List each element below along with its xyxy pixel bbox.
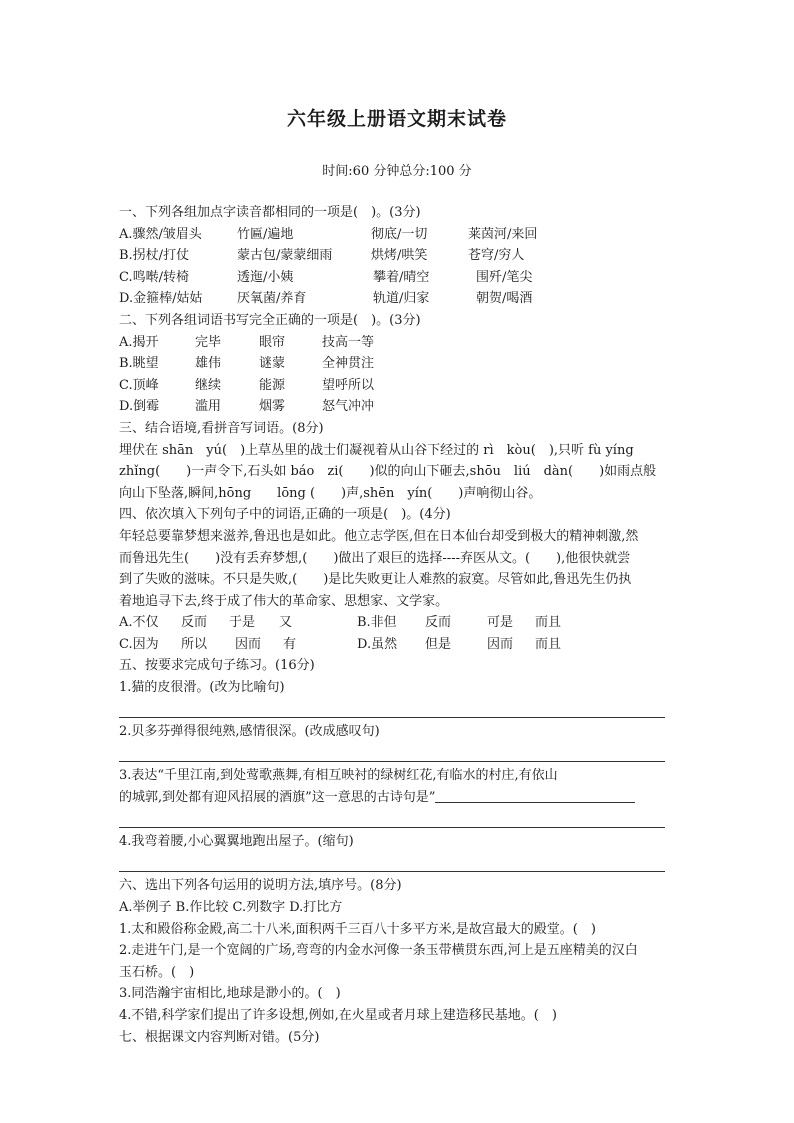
q2-a-4: 技高一等	[322, 334, 375, 350]
page-title: 六年级上册语文期末试卷	[286, 108, 507, 130]
q4-line-3: 到了失败的滋味。不只是失败,( )是比失败更让人难熬的寂寞。尽管如此,鲁迅先生仍执	[119, 572, 632, 588]
q1-option-c	[119, 267, 675, 289]
q5-answer-line-2[interactable]	[119, 743, 665, 762]
q4-d-3: 因而	[487, 636, 514, 652]
q3-line-2: zhǐng( )一声令下,石头如 báo zi( )似的向山下砸去,shōu liú dàn( )如雨点般	[119, 464, 657, 480]
q6-line-3: 玉石桥。( )	[119, 964, 195, 980]
q6-line-4: 3.同浩瀚宇宙相比,地球是渺小的。( )	[119, 986, 341, 1002]
q4-b-3: 可是	[487, 615, 514, 631]
q3-heading: 三、结合语境,看拼音写词语。(8分)	[119, 420, 324, 436]
q5-item-3b-text: 的城郭,到处都有迎风招展的酒旗”这一意思的古诗句是”	[119, 790, 436, 806]
q4-b-1: B.非但	[357, 615, 397, 631]
q2-c-4: 望呼所以	[322, 377, 375, 393]
q5-answer-line-4[interactable]	[119, 853, 665, 872]
q5-item-3b	[119, 787, 675, 809]
q4-line-4: 着地追寻下去,终于成了伟大的革命家、思想家、文学家。	[119, 593, 449, 609]
exam-time-score: 时间:60 分钟总分:100 分	[322, 164, 472, 179]
q1-c-4: 围歼/笔尖	[476, 269, 533, 285]
q5-answer-line-1[interactable]	[119, 699, 665, 718]
q4-d-2: 但是	[425, 636, 452, 652]
q5-answer-blank-3[interactable]	[435, 788, 635, 803]
q4-line-2: 而鲁迅先生( )没有丢弃梦想,( )做出了艰巨的选择----弃医从文。( ),他很快就尝	[119, 550, 631, 566]
q4-b-4: 而且	[535, 615, 562, 631]
q4-heading: 四、依次填入下列句子中的词语,正确的一项是( )。(4分)	[119, 507, 451, 523]
q5-answer-line-3[interactable]	[119, 809, 665, 828]
q6-line-1: 1.太和殿俗称金殿,高二十八米,面积两千三百八十多平方米,是故宫最大的殿堂。( )	[119, 921, 596, 937]
q2-option-d	[119, 396, 675, 418]
q3-line-3: 向山下坠落,瞬间,hōng lōng ( )声,shēn yín( )声响彻山谷。	[119, 485, 542, 501]
q5-item-1: 1.猫的皮很滑。(改为比喻句)	[119, 680, 285, 696]
q4-d-1: D.虽然	[357, 636, 398, 652]
q4-b-2: 反而	[425, 615, 452, 631]
q2-a-3: 眼帘	[259, 334, 286, 350]
q2-option-b	[119, 353, 675, 375]
q1-c-2: 透迤/小姨	[237, 269, 294, 285]
q4-a-3: 于是	[229, 615, 256, 631]
q4-c-3: 因而	[235, 636, 262, 652]
q4-a-4: 又	[279, 615, 293, 631]
q2-a-2: 完毕	[195, 334, 222, 350]
q2-b-4: 全神贯注	[322, 356, 375, 372]
q1-a-2: 竹匾/遍地	[237, 226, 294, 242]
q1-d-1: D.金箍棒/姑姑	[119, 291, 203, 307]
q1-option-a	[119, 224, 675, 246]
q5-item-4: 4.我弯着腰,小心翼翼地跑出屋子。(缩句)	[119, 834, 354, 850]
q4-c-4: 有	[283, 636, 297, 652]
q5-item-3a: 3.表达“千里江南,到处莺歌燕舞,有相互映衬的绿树红花,有临水的村庄,有依山	[119, 768, 558, 784]
q1-d-3: 轨道/归家	[373, 291, 430, 307]
q2-c-1: C.顶峰	[119, 377, 159, 393]
q1-d-2: 厌氧菌/养育	[237, 291, 307, 307]
q4-a-2: 反而	[181, 615, 208, 631]
q4-c-2: 所以	[181, 636, 208, 652]
q1-b-4: 苍穹/穷人	[468, 248, 525, 264]
q5-item-2: 2.贝多芬弹得很纯熟,感情很深。(改成感叹句)	[119, 724, 380, 740]
q1-b-2: 蒙古包/蒙蒙细雨	[237, 248, 333, 264]
q1-a-4: 莱茵河/来回	[468, 226, 538, 242]
q3-line-1: 埋伏在 shān yú( )上草丛里的战士们凝视着从山谷下经过的 rì kòu( ),只听 fù yíng	[119, 442, 634, 458]
q4-a-1: A.不仅	[119, 615, 159, 631]
q1-c-3: 攀着/晴空	[373, 269, 430, 285]
q7-heading: 七、根据课文内容判断对错。(5分)	[119, 1029, 320, 1045]
q6-line-2: 2.走进午门,是一个宽阔的广场,弯弯的内金水河像一条玉带横贯东西,河上是五座精美的汉白	[119, 943, 638, 959]
q2-c-2: 继续	[195, 377, 222, 393]
q2-d-1: D.倒霉	[119, 399, 160, 415]
q2-b-1: B.眺望	[119, 356, 159, 372]
q2-a-1: A.揭开	[119, 334, 159, 350]
q6-line-5: 4.不错,科学家们提出了许多设想,例如,在火星或者月球上建造移民基地。( )	[119, 1007, 557, 1023]
q1-a-1: A.骤然/皱眉头	[119, 226, 202, 242]
q2-d-2: 滥用	[195, 399, 222, 415]
q2-option-c	[119, 375, 675, 397]
q1-b-1: B.拐杖/打仗	[119, 248, 190, 264]
q1-d-4: 朝贺/喝酒	[476, 291, 533, 307]
q1-c-1: C.鸣啭/转椅	[119, 269, 189, 285]
q2-c-3: 能源	[259, 377, 286, 393]
q2-d-4: 怒气冲冲	[322, 399, 375, 415]
q2-b-2: 雄伟	[195, 356, 222, 372]
q1-a-3: 彻底/一切	[371, 226, 428, 242]
q4-options-cd	[119, 634, 675, 656]
q1-option-d	[119, 288, 675, 310]
q2-heading: 二、下列各组词语书写完全正确的一项是( )。(3分)	[119, 312, 421, 328]
q2-option-a	[119, 332, 675, 354]
q1-heading: 一、下列各组加点字读音都相同的一项是( )。(3分)	[119, 205, 421, 220]
q4-line-1: 年轻总要靠梦想来滋养,鲁迅也是如此。他立志学医,但在日本仙台却受到极大的精神刺激,然	[119, 528, 639, 544]
q4-options-ab	[119, 612, 675, 634]
q6-heading: 六、选出下列各句运用的说明方法,填序号。(8分)	[119, 878, 402, 894]
q4-c-1: C.因为	[119, 636, 159, 652]
q1-option-b	[119, 245, 675, 267]
q5-heading: 五、按要求完成句子练习。(16分)	[119, 658, 315, 674]
q2-b-3: 谜蒙	[259, 356, 286, 372]
q2-d-3: 烟雾	[259, 399, 286, 415]
q4-d-4: 而且	[535, 636, 562, 652]
q6-options: A.举例子 B.作比较 C.列数字 D.打比方	[119, 900, 343, 915]
q1-b-3: 烘烤/哄笑	[371, 248, 428, 264]
exam-content	[119, 202, 675, 1048]
